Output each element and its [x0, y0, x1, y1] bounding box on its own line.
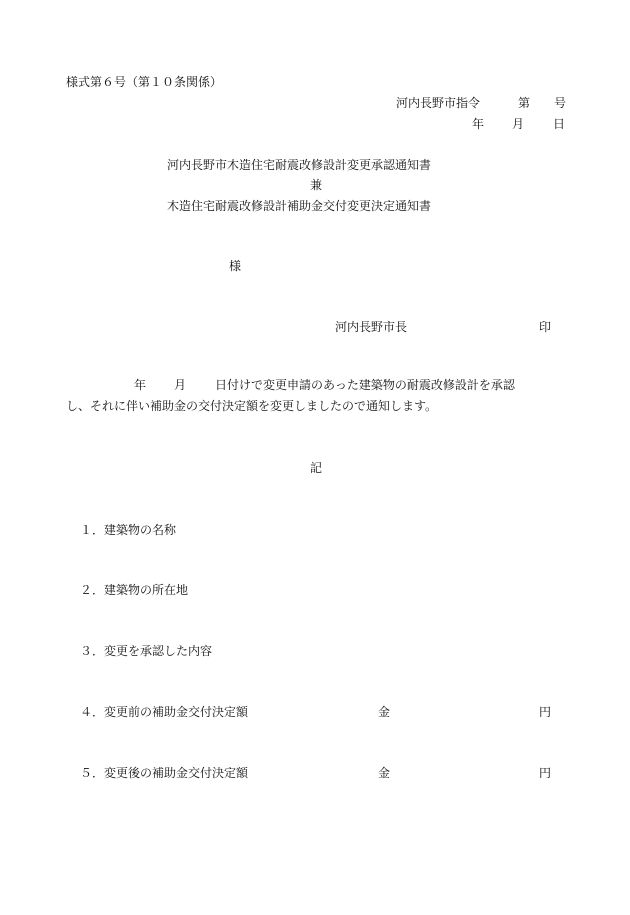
form-number: 様式第６号（第１０条関係）: [66, 75, 223, 89]
item-4-yen: 円: [539, 705, 552, 719]
item-2-label: ２．建築物の所在地: [80, 583, 189, 597]
date-month: 月: [512, 117, 525, 131]
notice-body: [66, 375, 578, 417]
item-1-label: １．建築物の名称: [80, 523, 177, 537]
item-5-label: ５．変更後の補助金交付決定額: [80, 766, 249, 780]
body-month: 月: [174, 378, 187, 392]
item-4-kin: 金: [378, 705, 391, 719]
sender-seal: 印: [539, 320, 552, 334]
body-text-part1: 日付けで変更申請のあった建築物の耐震改修設計を承認: [215, 378, 515, 392]
reference-go: 号: [554, 96, 567, 110]
item-5-yen: 円: [539, 766, 552, 780]
item-4-label: ４．変更前の補助金交付決定額: [80, 705, 249, 719]
body-year: 年: [134, 378, 147, 392]
item-5-kin: 金: [378, 766, 391, 780]
document-title-line1: 河内長野市木造住宅耐震改修設計変更承認通知書: [167, 158, 432, 172]
document-title-line3: 木造住宅耐震改修設計補助金交付変更決定通知書: [167, 199, 432, 213]
item-3-label: ３．変更を承認した内容: [80, 644, 213, 658]
body-text-part2: し、それに伴い補助金の交付決定額を変更しましたので通知します。: [66, 399, 438, 413]
date-year: 年: [472, 117, 485, 131]
reference-issuer: 河内長野市指令: [396, 96, 481, 110]
notice-body-line1: [66, 375, 578, 396]
sender-name: 河内長野市長: [335, 320, 408, 334]
recipient-suffix: 様: [229, 259, 242, 273]
ki-heading: 記: [310, 461, 323, 475]
date-day: 日: [553, 117, 566, 131]
document-title-line2: 兼: [310, 178, 323, 192]
reference-dai: 第: [518, 96, 531, 110]
